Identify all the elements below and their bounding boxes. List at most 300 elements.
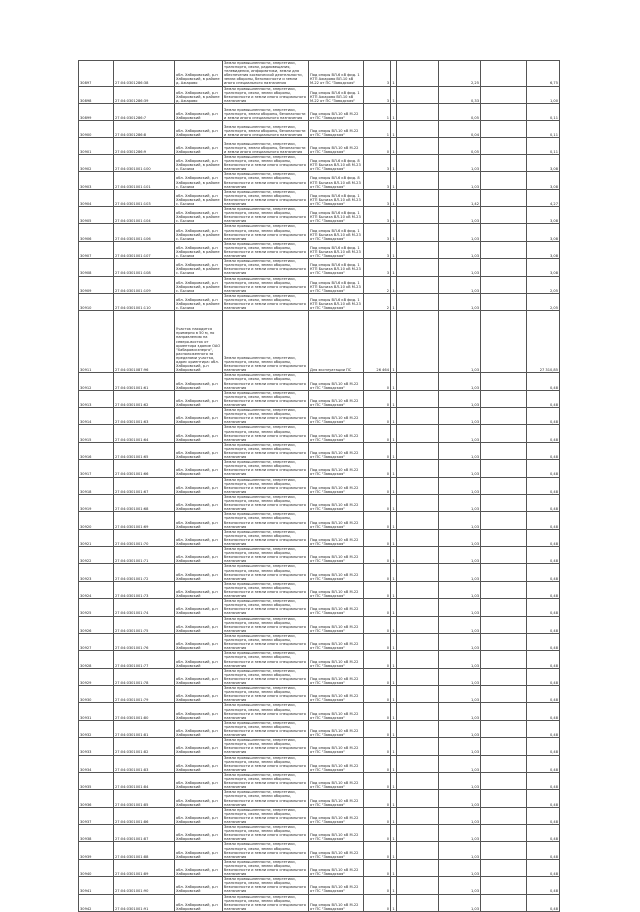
address-cell: обл. Хабаровский, р-н Хабаровский, в районе с. Бычиха xyxy=(175,259,223,276)
row-number-cell: 30897 xyxy=(79,61,114,87)
value-2-cell xyxy=(481,241,527,258)
value-2-cell xyxy=(481,529,527,546)
row-number-cell: 30920 xyxy=(79,512,114,529)
table-row xyxy=(79,477,560,494)
row-number-cell: 30912 xyxy=(79,373,114,390)
row-number-cell: 30919 xyxy=(79,494,114,511)
area-cell: 0 xyxy=(364,390,391,407)
land-category-cell: Земли промышленности, энергетики, транспорта, связи, земли обороны, безопасности и земли иного специального назначения xyxy=(223,772,309,789)
table-row xyxy=(79,259,560,276)
area-cell: 26 464 xyxy=(364,311,391,373)
address-cell: обл. Хабаровский, р-н Хабаровский xyxy=(175,442,223,459)
area-cell: 0 xyxy=(364,564,391,581)
row-number-cell: 30925 xyxy=(79,599,114,616)
value-2-cell xyxy=(481,668,527,685)
permitted-use-cell: Под опоры ВЛ-10 кВ М-22 от ПС "Заводская" xyxy=(309,425,364,442)
value-1-cell: 1,03 xyxy=(439,512,481,529)
land-category-cell: Земли промышленности, энергетики, транспорта, связи, земли обороны, безопасности и земли иного специального назначения xyxy=(223,547,309,564)
permitted-use-cell: Под опоры ВЛ-10 кВ М-22 от ПС "Заводская" xyxy=(309,616,364,633)
value-2-cell xyxy=(481,189,527,206)
sum-cell xyxy=(397,61,439,87)
cadastral-number-cell: 27:04:0301001:81 xyxy=(114,720,175,737)
mark-cell: 1 xyxy=(391,224,397,241)
land-category-cell: Земли промышленности, энергетики, транспорта, связи, земли обороны, безопасности и земли иного специального назначения xyxy=(223,859,309,876)
land-category-cell: Земли промышленности, энергетики, транспорта, связи, земли обороны, безопасности и земли иного специального назначения xyxy=(223,738,309,755)
table-row xyxy=(79,720,560,737)
value-1-cell: 1,03 xyxy=(439,564,481,581)
address-cell: обл. Хабаровский, р-н Хабаровский xyxy=(175,460,223,477)
address-cell: обл. Хабаровский, р-н Хабаровский xyxy=(175,599,223,616)
value-1-cell: 1,03 xyxy=(439,460,481,477)
table-row xyxy=(79,564,560,581)
permitted-use-cell: Под опоры ВЛ-10 кВ М-22 от ПС "Заводская" xyxy=(309,137,364,154)
mark-cell: 1 xyxy=(391,894,397,911)
address-cell: обл. Хабаровский, р-н Хабаровский, в районе д. Ажарово xyxy=(175,86,223,103)
value-3-cell: 0,48 xyxy=(527,477,560,494)
permitted-use-cell: Под опоры ВЛ-10 кВ М-22 от ПС "Заводская" xyxy=(309,772,364,789)
cadastral-number-cell: 27:04:0301001:72 xyxy=(114,564,175,581)
value-2-cell xyxy=(481,390,527,407)
land-category-cell: Земли промышленности, энергетики, транспорта, связи, земли обороны, безопасности и земли иного специального назначения xyxy=(223,276,309,293)
sum-cell xyxy=(397,311,439,373)
value-2-cell xyxy=(481,172,527,189)
value-3-cell: 0,48 xyxy=(527,512,560,529)
land-category-cell: Земли промышленности, энергетики, транспорта, земли обороны, безопасности и земли иного специального назначения xyxy=(223,137,309,154)
value-3-cell: 0,48 xyxy=(527,807,560,824)
sum-cell xyxy=(397,120,439,137)
table-row xyxy=(79,224,560,241)
value-1-cell: 1,03 xyxy=(439,703,481,720)
land-category-cell: Земли промышленности, энергетики, транспорта, связи, земли обороны, безопасности и земли иного специального назначения xyxy=(223,633,309,650)
value-1-cell: 1,03 xyxy=(439,581,481,598)
value-2-cell xyxy=(481,477,527,494)
permitted-use-cell: Под опоры ВЛ-10 кВ М-22 от ПС "Заводская" xyxy=(309,877,364,894)
row-number-cell: 30909 xyxy=(79,276,114,293)
value-2-cell xyxy=(481,224,527,241)
area-cell: 0 xyxy=(364,807,391,824)
row-number-cell: 30899 xyxy=(79,103,114,120)
area-cell: 2 xyxy=(364,293,391,310)
value-1-cell: 1,03 xyxy=(439,616,481,633)
value-1-cell: 1,03 xyxy=(439,477,481,494)
permitted-use-cell: Под опоры ВЛ-10 кВ М-22 от ПС "Заводская" xyxy=(309,103,364,120)
permitted-use-cell: Под опоры ВЛ-10 кВ М-22 от ПС "Заводская" xyxy=(309,460,364,477)
area-cell: 0 xyxy=(364,825,391,842)
address-cell: обл. Хабаровский, р-н Хабаровский xyxy=(175,408,223,425)
cadastral-number-cell: 27:04:0301001:83 xyxy=(114,755,175,772)
permitted-use-cell: Под опоры ВЛ-10 кВ М-22 от ПС "Заводская" xyxy=(309,494,364,511)
value-2-cell xyxy=(481,494,527,511)
address-cell: обл. Хабаровский, р-н Хабаровский xyxy=(175,494,223,511)
permitted-use-cell: Под опоры ВЛ-10 кВ М-22 от ПС "Заводская" xyxy=(309,651,364,668)
value-3-cell: 1,00 xyxy=(527,86,560,103)
sum-cell xyxy=(397,807,439,824)
table-row xyxy=(79,442,560,459)
address-cell: обл. Хабаровский, р-н Хабаровский xyxy=(175,720,223,737)
sum-cell xyxy=(397,825,439,842)
value-3-cell: 0,48 xyxy=(527,772,560,789)
value-1-cell: 0,05 xyxy=(439,137,481,154)
mark-cell: 1 xyxy=(391,276,397,293)
value-3-cell: 0,48 xyxy=(527,460,560,477)
table-row xyxy=(79,154,560,171)
land-category-cell: Земли промышленности, энергетики, транспорта, связи, земли обороны, безопасности и земли иного специального назначения xyxy=(223,564,309,581)
area-cell: 0 xyxy=(364,408,391,425)
permitted-use-cell: Под опоры ВЛ-10 кВ М-22 от ПС "Заводская" xyxy=(309,703,364,720)
row-number-cell: 30905 xyxy=(79,207,114,224)
mark-cell: 1 xyxy=(391,755,397,772)
value-1-cell: 1,03 xyxy=(439,425,481,442)
sum-cell xyxy=(397,512,439,529)
value-1-cell: 1,03 xyxy=(439,877,481,894)
mark-cell: 1 xyxy=(391,494,397,511)
sum-cell xyxy=(397,547,439,564)
value-1-cell: 0,05 xyxy=(439,103,481,120)
cadastral-number-cell: 27:04:0301001:68 xyxy=(114,494,175,511)
mark-cell: 1 xyxy=(391,241,397,258)
value-3-cell: 0,48 xyxy=(527,755,560,772)
table-row xyxy=(79,86,560,103)
area-cell: 0 xyxy=(364,599,391,616)
address-cell: обл. Хабаровский, р-н Хабаровский xyxy=(175,703,223,720)
permitted-use-cell: Под опоры ВЛ-10 кВ М-22 от ПС "Заводская" xyxy=(309,529,364,546)
value-2-cell xyxy=(481,877,527,894)
value-2-cell xyxy=(481,293,527,310)
value-1-cell: 1,03 xyxy=(439,790,481,807)
mark-cell: 1 xyxy=(391,512,397,529)
value-3-cell: 0,48 xyxy=(527,390,560,407)
table-row xyxy=(79,460,560,477)
table-row xyxy=(79,529,560,546)
value-3-cell: 0,11 xyxy=(527,103,560,120)
area-cell: 2 xyxy=(364,276,391,293)
area-cell: 0 xyxy=(364,373,391,390)
value-1-cell: 1,03 xyxy=(439,547,481,564)
area-cell: 0 xyxy=(364,137,391,154)
value-1-cell: 1,03 xyxy=(439,408,481,425)
value-3-cell: 0,48 xyxy=(527,738,560,755)
area-cell: 0 xyxy=(364,442,391,459)
value-2-cell xyxy=(481,633,527,650)
row-number-cell: 30935 xyxy=(79,772,114,789)
land-category-cell: Земли промышленности, энергетики, транспорта, связи, земли обороны, безопасности и земли иного специального назначения xyxy=(223,241,309,258)
cadastral-number-cell: 27:04:0301001:89 xyxy=(114,859,175,876)
area-cell: 0 xyxy=(364,842,391,859)
value-3-cell: 6,75 xyxy=(527,61,560,87)
cadastral-number-cell: 27:04:0301001:75 xyxy=(114,616,175,633)
cadastral-number-cell: 27:04:0301001:100 xyxy=(114,154,175,171)
mark-cell: 1 xyxy=(391,581,397,598)
cadastral-number-cell: 27:04:0301001:82 xyxy=(114,738,175,755)
table-row xyxy=(79,512,560,529)
land-category-cell: Земли промышленности, энергетики, транспорта, связи, земли обороны, безопасности и земли иного специального назначения xyxy=(223,207,309,224)
row-number-cell: 30934 xyxy=(79,755,114,772)
land-category-cell: Земли промышленности, энергетики, транспорта, связи, земли обороны, безопасности и земли иного специального назначения xyxy=(223,390,309,407)
table-row xyxy=(79,390,560,407)
value-3-cell: 0,48 xyxy=(527,373,560,390)
row-number-cell: 30931 xyxy=(79,703,114,720)
sum-cell xyxy=(397,581,439,598)
row-number-cell: 30904 xyxy=(79,189,114,206)
sum-cell xyxy=(397,477,439,494)
value-1-cell: 1,03 xyxy=(439,154,481,171)
value-1-cell: 2,25 xyxy=(439,61,481,87)
address-cell: обл. Хабаровский, р-н Хабаровский xyxy=(175,137,223,154)
land-category-cell: Земли промышленности, энергетики, транспорта, связи, земли обороны, безопасности и земли иного специального назначения xyxy=(223,720,309,737)
sum-cell xyxy=(397,460,439,477)
row-number-cell: 30921 xyxy=(79,529,114,546)
sum-cell xyxy=(397,154,439,171)
cadastral-number-cell: 27:04:0301286:9 xyxy=(114,137,175,154)
sum-cell xyxy=(397,842,439,859)
address-cell: обл. Хабаровский, р-н Хабаровский xyxy=(175,581,223,598)
address-cell: обл. Хабаровский, р-н Хабаровский, в районе с. Бычиха xyxy=(175,224,223,241)
mark-cell: 1 xyxy=(391,877,397,894)
permitted-use-cell: Под опоры ВЛ-10 кВ М-22 от ПС "Заводская" xyxy=(309,825,364,842)
permitted-use-cell: Под опоры ВЛ-10 кВ М-22 от ПС "Заводская" xyxy=(309,894,364,911)
value-2-cell xyxy=(481,408,527,425)
mark-cell: 1 xyxy=(391,86,397,103)
row-number-cell: 30936 xyxy=(79,790,114,807)
row-number-cell: 30942 xyxy=(79,894,114,911)
row-number-cell: 30915 xyxy=(79,425,114,442)
value-3-cell: 0,48 xyxy=(527,616,560,633)
mark-cell: 1 xyxy=(391,842,397,859)
mark-cell: 1 xyxy=(391,599,397,616)
area-cell: 0 xyxy=(364,790,391,807)
area-cell: 0 xyxy=(364,686,391,703)
permitted-use-cell: Под опоры ВЛ-10 кВ М-22 от ПС "Заводская" xyxy=(309,390,364,407)
value-1-cell: 1,03 xyxy=(439,494,481,511)
land-plot-table xyxy=(78,60,560,912)
value-1-cell: 1,03 xyxy=(439,373,481,390)
permitted-use-cell: Под опоры ВЛ-6 кВ фид. 8 КТП Бычиха ВЛ-10 кВ М-23 от ПС "Заводская" xyxy=(309,154,364,171)
mark-cell: 1 xyxy=(391,61,397,87)
value-1-cell: 1,03 xyxy=(439,442,481,459)
value-2-cell xyxy=(481,547,527,564)
land-category-cell: Земли промышленности, энергетики, транспорта, связи, земли обороны, безопасности и земли иного специального назначения xyxy=(223,408,309,425)
address-cell: обл. Хабаровский, р-н Хабаровский xyxy=(175,651,223,668)
table-row xyxy=(79,633,560,650)
permitted-use-cell: Под опоры ВЛ-10 кВ М-22 от ПС "Заводская" xyxy=(309,564,364,581)
cadastral-number-cell: 27:04:0301001:64 xyxy=(114,425,175,442)
row-number-cell: 30937 xyxy=(79,807,114,824)
permitted-use-cell: Под опоры ВЛ-10 кВ М-22 от ПС "Заводская" xyxy=(309,755,364,772)
land-category-cell: Земли промышленности, энергетики, транспорта, связи, земли обороны, безопасности и земли иного специального назначения xyxy=(223,373,309,390)
mark-cell: 1 xyxy=(391,807,397,824)
value-2-cell xyxy=(481,686,527,703)
value-3-cell: 0,48 xyxy=(527,651,560,668)
land-category-cell: Земли промышленности, энергетики, транспорта, связи, земли обороны, безопасности и земли иного специального назначения xyxy=(223,311,309,373)
permitted-use-cell: Под опоры ВЛ-6 кВ фид. 1 КТП Бычиха ВЛ-10 кВ М-23 от ПС "Заводская" xyxy=(309,293,364,310)
mark-cell: 1 xyxy=(391,373,397,390)
mark-cell: 1 xyxy=(391,172,397,189)
value-2-cell xyxy=(481,425,527,442)
address-cell: обл. Хабаровский, р-н Хабаровский, в районе с. Бычиха xyxy=(175,293,223,310)
cadastral-number-cell: 27:04:0301001:85 xyxy=(114,790,175,807)
address-cell: обл. Хабаровский, р-н Хабаровский xyxy=(175,877,223,894)
mark-cell: 1 xyxy=(391,529,397,546)
value-3-cell: 3,08 xyxy=(527,224,560,241)
value-2-cell xyxy=(481,651,527,668)
permitted-use-cell: Под опоры ВЛ-10 кВ М-22 от ПС "Заводская" xyxy=(309,633,364,650)
value-1-cell: 1,03 xyxy=(439,825,481,842)
address-cell: обл. Хабаровский, р-н Хабаровский xyxy=(175,477,223,494)
area-cell: 3 xyxy=(364,259,391,276)
address-cell: обл. Хабаровский, р-н Хабаровский, в районе с. Бычиха xyxy=(175,207,223,224)
value-1-cell: 1,03 xyxy=(439,390,481,407)
land-category-cell: Земли промышленности, энергетики, транспорта, связи, земли обороны, безопасности и земли иного специального назначения xyxy=(223,686,309,703)
sum-cell xyxy=(397,86,439,103)
address-cell: обл. Хабаровский, р-н Хабаровский xyxy=(175,512,223,529)
value-1-cell: 1,03 xyxy=(439,668,481,685)
value-3-cell: 3,08 xyxy=(527,207,560,224)
permitted-use-cell: Под опоры ВЛ-10 кВ М-22 от ПС "Заводская" xyxy=(309,408,364,425)
land-category-cell: Земли промышленности, энергетики, транспорта, связи, земли обороны, безопасности и земли иного специального назначения xyxy=(223,154,309,171)
land-category-cell: Земли промышленности, энергетики, транспорта, связи, земли обороны, безопасности и земли иного специального назначения xyxy=(223,259,309,276)
row-number-cell: 30930 xyxy=(79,686,114,703)
sum-cell xyxy=(397,703,439,720)
table-row xyxy=(79,241,560,258)
address-cell: обл. Хабаровский, р-н Хабаровский xyxy=(175,755,223,772)
value-2-cell xyxy=(481,581,527,598)
value-3-cell: 4,27 xyxy=(527,189,560,206)
table-row xyxy=(79,408,560,425)
area-cell: 3 xyxy=(364,224,391,241)
cadastral-number-cell: 27:04:0301001:103 xyxy=(114,189,175,206)
cadastral-number-cell: 27:04:0301001:69 xyxy=(114,512,175,529)
mark-cell: 1 xyxy=(391,825,397,842)
cadastral-number-cell: 27:04:0301001:90 xyxy=(114,877,175,894)
value-3-cell: 0,48 xyxy=(527,842,560,859)
address-cell: обл. Хабаровский, р-н Хабаровский, в районе с. Бычиха xyxy=(175,154,223,171)
value-3-cell: 3,08 xyxy=(527,172,560,189)
permitted-use-cell: Под опоры ВЛ-6 кВ фид. 1 КТП Бычиха ВЛ-10 кВ М-23 от ПС "Заводская" xyxy=(309,189,364,206)
mark-cell: 1 xyxy=(391,547,397,564)
table-row xyxy=(79,61,560,87)
cadastral-number-cell: 27:04:0301001:71 xyxy=(114,547,175,564)
row-number-cell: 30939 xyxy=(79,842,114,859)
row-number-cell: 30908 xyxy=(79,259,114,276)
table-row xyxy=(79,189,560,206)
permitted-use-cell: Под опоры ВЛ-6 кВ фид. 8 КТП Бычиха ВЛ-10 кВ М-23 от ПС "Заводская" xyxy=(309,172,364,189)
mark-cell: 1 xyxy=(391,668,397,685)
value-1-cell: 1,03 xyxy=(439,224,481,241)
value-2-cell xyxy=(481,703,527,720)
mark-cell: 1 xyxy=(391,616,397,633)
land-category-cell: Земли промышленности, энергетики, транспорта, связи, земли обороны, безопасности и земли иного специального назначения xyxy=(223,460,309,477)
row-number-cell: 30911 xyxy=(79,311,114,373)
address-cell: обл. Хабаровский, р-н Хабаровский xyxy=(175,772,223,789)
permitted-use-cell: Под опоры ВЛ-10 кВ М-22 от ПС "Заводская" xyxy=(309,720,364,737)
cadastral-number-cell: 27:04:0301001:66 xyxy=(114,460,175,477)
row-number-cell: 30902 xyxy=(79,154,114,171)
area-cell: 3 xyxy=(364,61,391,87)
table-row xyxy=(79,137,560,154)
cadastral-number-cell: 27:04:0301001:74 xyxy=(114,599,175,616)
table-row xyxy=(79,494,560,511)
cadastral-number-cell: 27:04:0301001:84 xyxy=(114,772,175,789)
mark-cell: 1 xyxy=(391,207,397,224)
address-cell: обл. Хабаровский, р-н Хабаровский xyxy=(175,842,223,859)
land-category-cell: Земли промышленности, энергетики, транспорта, связи, земли обороны, безопасности и земли иного специального назначения xyxy=(223,425,309,442)
value-1-cell: 0,04 xyxy=(439,120,481,137)
cadastral-number-cell: 27:04:0301001:109 xyxy=(114,276,175,293)
land-category-cell: Земли промышленности, энергетики, транспорта, связи, земли обороны, безопасности и земли иного специального назначения xyxy=(223,224,309,241)
value-1-cell: 1,03 xyxy=(439,720,481,737)
table-row xyxy=(79,311,560,373)
permitted-use-cell: Под опоры ВЛ-10 кВ М-22 от ПС "Заводская" xyxy=(309,686,364,703)
table-row xyxy=(79,293,560,310)
table-row xyxy=(79,172,560,189)
land-category-cell: Земли промышленности, энергетики, транспорта, связи, земли обороны, безопасности и земли иного специального назначения xyxy=(223,755,309,772)
address-cell: обл. Хабаровский, р-н Хабаровский xyxy=(175,633,223,650)
sum-cell xyxy=(397,189,439,206)
permitted-use-cell: Под опоры ВЛ-10 кВ М-22 от ПС "Заводская" xyxy=(309,442,364,459)
document-sheet xyxy=(78,60,559,912)
address-cell: обл. Хабаровский, р-н Хабаровский xyxy=(175,807,223,824)
area-cell: 0 xyxy=(364,494,391,511)
area-cell: 0 xyxy=(364,477,391,494)
cadastral-number-cell: 27:04:0301001:79 xyxy=(114,686,175,703)
permitted-use-cell: Под опоры ВЛ-10 кВ М-22 от ПС "Заводская" xyxy=(309,668,364,685)
permitted-use-cell: Под опоры ВЛ-6 кВ фид. 1 КТП Бычиха ВЛ-10 кВ М-23 от ПС "Заводская" xyxy=(309,224,364,241)
value-3-cell: 0,48 xyxy=(527,633,560,650)
permitted-use-cell: Под опоры ВЛ-10 кВ М-22 от ПС "Заводская" xyxy=(309,859,364,876)
address-cell: обл. Хабаровский, р-н Хабаровский xyxy=(175,738,223,755)
cadastral-number-cell: 27:04:0301001:65 xyxy=(114,442,175,459)
value-3-cell: 2,05 xyxy=(527,293,560,310)
cadastral-number-cell: 27:04:0301001:77 xyxy=(114,651,175,668)
mark-cell: 1 xyxy=(391,477,397,494)
value-2-cell xyxy=(481,103,527,120)
row-number-cell: 30910 xyxy=(79,293,114,310)
land-category-cell: Земли промышленности, энергетики, транспорта, земли обороны, безопасности и земли иного специального назначения xyxy=(223,120,309,137)
cadastral-number-cell: 27:04:0301001:73 xyxy=(114,581,175,598)
cadastral-number-cell: 27:04:0301001:61 xyxy=(114,373,175,390)
cadastral-number-cell: 27:04:0301286:7 xyxy=(114,103,175,120)
cadastral-number-cell: 27:04:0301286:39 xyxy=(114,86,175,103)
row-number-cell: 30918 xyxy=(79,477,114,494)
value-3-cell: 0,48 xyxy=(527,599,560,616)
cadastral-number-cell: 27:04:0301001:78 xyxy=(114,668,175,685)
value-3-cell: 3,08 xyxy=(527,241,560,258)
value-3-cell: 0,48 xyxy=(527,686,560,703)
address-cell: обл. Хабаровский, р-н Хабаровский xyxy=(175,390,223,407)
sum-cell xyxy=(397,616,439,633)
row-number-cell: 30913 xyxy=(79,390,114,407)
sum-cell xyxy=(397,241,439,258)
area-cell: 0 xyxy=(364,877,391,894)
row-number-cell: 30933 xyxy=(79,738,114,755)
address-cell: обл. Хабаровский, р-н Хабаровский xyxy=(175,373,223,390)
sum-cell xyxy=(397,651,439,668)
table-row xyxy=(79,686,560,703)
value-1-cell: 1,03 xyxy=(439,311,481,373)
row-number-cell: 30940 xyxy=(79,859,114,876)
sum-cell xyxy=(397,599,439,616)
mark-cell: 1 xyxy=(391,703,397,720)
cadastral-number-cell: 27:04:0301001:86 xyxy=(114,807,175,824)
row-number-cell: 30932 xyxy=(79,720,114,737)
area-cell: 0 xyxy=(364,894,391,911)
row-number-cell: 30903 xyxy=(79,172,114,189)
value-3-cell: 0,48 xyxy=(527,720,560,737)
table-row xyxy=(79,859,560,876)
address-cell: обл. Хабаровский, р-н Хабаровский xyxy=(175,564,223,581)
land-category-cell: Земли промышленности, энергетики, транспорта, связи, земли обороны, безопасности и земли иного специального назначения xyxy=(223,477,309,494)
value-3-cell: 0,48 xyxy=(527,894,560,911)
